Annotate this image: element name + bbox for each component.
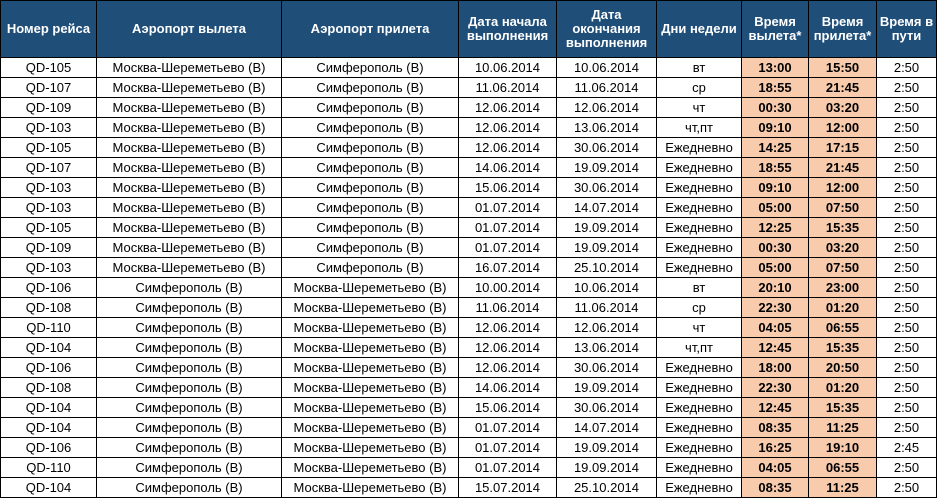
arrival-airport-cell: Симферополь (B) — [282, 158, 459, 178]
departure-time-cell: 20:10 — [742, 278, 809, 298]
arrival-airport-cell: Симферополь (B) — [282, 138, 459, 158]
header-weekdays: Дни недели — [657, 1, 742, 58]
table-row — [1, 98, 937, 118]
start-date-cell: 11.06.2014 — [459, 298, 557, 318]
table-row — [1, 438, 937, 458]
start-date-cell: 14.06.2014 — [459, 378, 557, 398]
weekdays-cell: вт — [657, 58, 742, 78]
end-date-cell: 25.10.2014 — [557, 478, 657, 498]
arrival-airport-cell: Симферополь (B) — [282, 258, 459, 278]
start-date-cell: 15.07.2014 — [459, 478, 557, 498]
weekdays-cell: Ежедневно — [657, 398, 742, 418]
arrival-airport-cell: Москва-Шереметьево (B) — [282, 318, 459, 338]
flight-number-cell: QD-104 — [1, 418, 97, 438]
end-date-cell: 19.09.2014 — [557, 158, 657, 178]
start-date-cell: 11.06.2014 — [459, 78, 557, 98]
end-date-cell: 19.09.2014 — [557, 238, 657, 258]
table-row — [1, 78, 937, 98]
arrival-airport-cell: Москва-Шереметьево (B) — [282, 278, 459, 298]
end-date-cell: 11.06.2014 — [557, 298, 657, 318]
travel-time-cell: 2:50 — [877, 158, 937, 178]
table-row — [1, 418, 937, 438]
departure-time-cell: 04:05 — [742, 318, 809, 338]
arrival-time-cell: 15:50 — [809, 58, 877, 78]
travel-time-cell: 2:50 — [877, 358, 937, 378]
travel-time-cell: 2:50 — [877, 118, 937, 138]
arrival-airport-cell: Москва-Шереметьево (B) — [282, 358, 459, 378]
departure-time-cell: 08:35 — [742, 478, 809, 498]
flight-number-cell: QD-109 — [1, 98, 97, 118]
flight-number-cell: QD-110 — [1, 458, 97, 478]
start-date-cell: 12.06.2014 — [459, 358, 557, 378]
arrival-airport-cell: Москва-Шереметьево (B) — [282, 378, 459, 398]
travel-time-cell: 2:50 — [877, 458, 937, 478]
travel-time-cell: 2:50 — [877, 258, 937, 278]
flight-number-cell: QD-106 — [1, 278, 97, 298]
arrival-time-cell: 07:50 — [809, 258, 877, 278]
start-date-cell: 10.00.2014 — [459, 278, 557, 298]
departure-airport-cell: Москва-Шереметьево (B) — [97, 158, 282, 178]
arrival-time-cell: 23:00 — [809, 278, 877, 298]
departure-airport-cell: Москва-Шереметьево (B) — [97, 198, 282, 218]
arrival-time-cell: 17:15 — [809, 138, 877, 158]
header-departure-airport: Аэропорт вылета — [97, 1, 282, 58]
departure-time-cell: 05:00 — [742, 258, 809, 278]
weekdays-cell: чт,пт — [657, 338, 742, 358]
table-row — [1, 158, 937, 178]
start-date-cell: 12.06.2014 — [459, 318, 557, 338]
table-row — [1, 278, 937, 298]
weekdays-cell: вт — [657, 278, 742, 298]
end-date-cell: 10.06.2014 — [557, 58, 657, 78]
flight-number-cell: QD-103 — [1, 118, 97, 138]
arrival-airport-cell: Москва-Шереметьево (B) — [282, 338, 459, 358]
start-date-cell: 01.07.2014 — [459, 238, 557, 258]
table-row — [1, 318, 937, 338]
arrival-time-cell: 07:50 — [809, 198, 877, 218]
start-date-cell: 14.06.2014 — [459, 158, 557, 178]
header-flight-number: Номер рейса — [1, 1, 97, 58]
departure-time-cell: 04:05 — [742, 458, 809, 478]
weekdays-cell: Ежедневно — [657, 138, 742, 158]
departure-time-cell: 12:45 — [742, 398, 809, 418]
departure-airport-cell: Москва-Шереметьево (B) — [97, 258, 282, 278]
start-date-cell: 01.07.2014 — [459, 418, 557, 438]
departure-time-cell: 09:10 — [742, 178, 809, 198]
arrival-time-cell: 06:55 — [809, 318, 877, 338]
travel-time-cell: 2:50 — [877, 378, 937, 398]
travel-time-cell: 2:50 — [877, 178, 937, 198]
end-date-cell: 30.06.2014 — [557, 358, 657, 378]
end-date-cell: 19.09.2014 — [557, 378, 657, 398]
table-row — [1, 218, 937, 238]
arrival-airport-cell: Москва-Шереметьево (B) — [282, 298, 459, 318]
arrival-time-cell: 03:20 — [809, 238, 877, 258]
table-row — [1, 398, 937, 418]
start-date-cell: 12.06.2014 — [459, 138, 557, 158]
end-date-cell: 30.06.2014 — [557, 138, 657, 158]
header-arrival-airport: Аэропорт прилета — [282, 1, 459, 58]
weekdays-cell: Ежедневно — [657, 238, 742, 258]
header-arrival-time: Время прилета* — [809, 1, 877, 58]
flight-number-cell: QD-108 — [1, 378, 97, 398]
travel-time-cell: 2:45 — [877, 438, 937, 458]
arrival-time-cell: 15:35 — [809, 338, 877, 358]
weekdays-cell: Ежедневно — [657, 198, 742, 218]
arrival-airport-cell: Симферополь (B) — [282, 218, 459, 238]
weekdays-cell: Ежедневно — [657, 418, 742, 438]
arrival-time-cell: 11:25 — [809, 418, 877, 438]
flight-number-cell: QD-103 — [1, 258, 97, 278]
weekdays-cell: ср — [657, 298, 742, 318]
departure-airport-cell: Москва-Шереметьево (B) — [97, 58, 282, 78]
travel-time-cell: 2:50 — [877, 338, 937, 358]
weekdays-cell: Ежедневно — [657, 478, 742, 498]
weekdays-cell: Ежедневно — [657, 458, 742, 478]
end-date-cell: 11.06.2014 — [557, 78, 657, 98]
travel-time-cell: 2:50 — [877, 58, 937, 78]
arrival-time-cell: 15:35 — [809, 218, 877, 238]
table-row — [1, 198, 937, 218]
departure-airport-cell: Симферополь (B) — [97, 298, 282, 318]
flight-number-cell: QD-105 — [1, 138, 97, 158]
start-date-cell: 10.06.2014 — [459, 58, 557, 78]
weekdays-cell: чт — [657, 318, 742, 338]
weekdays-cell: Ежедневно — [657, 438, 742, 458]
weekdays-cell: ср — [657, 78, 742, 98]
weekdays-cell: Ежедневно — [657, 158, 742, 178]
table-row — [1, 378, 937, 398]
weekdays-cell: Ежедневно — [657, 358, 742, 378]
arrival-airport-cell: Москва-Шереметьево (B) — [282, 458, 459, 478]
start-date-cell: 01.07.2014 — [459, 198, 557, 218]
header-row — [1, 1, 937, 58]
end-date-cell: 12.06.2014 — [557, 318, 657, 338]
departure-airport-cell: Симферополь (B) — [97, 318, 282, 338]
flight-number-cell: QD-109 — [1, 238, 97, 258]
header-start-date: Дата начала выполнения — [459, 1, 557, 58]
table-row — [1, 478, 937, 498]
weekdays-cell: чт — [657, 98, 742, 118]
table-row — [1, 298, 937, 318]
travel-time-cell: 2:50 — [877, 78, 937, 98]
travel-time-cell: 2:50 — [877, 198, 937, 218]
flight-number-cell: QD-103 — [1, 178, 97, 198]
travel-time-cell: 2:50 — [877, 298, 937, 318]
end-date-cell: 19.09.2014 — [557, 438, 657, 458]
departure-airport-cell: Симферополь (B) — [97, 278, 282, 298]
table-row — [1, 238, 937, 258]
departure-airport-cell: Москва-Шереметьево (B) — [97, 118, 282, 138]
departure-airport-cell: Москва-Шереметьево (B) — [97, 238, 282, 258]
end-date-cell: 14.07.2014 — [557, 418, 657, 438]
table-body — [1, 58, 937, 498]
arrival-time-cell: 01:20 — [809, 298, 877, 318]
arrival-airport-cell: Москва-Шереметьево (B) — [282, 418, 459, 438]
departure-airport-cell: Симферополь (B) — [97, 398, 282, 418]
arrival-airport-cell: Симферополь (B) — [282, 58, 459, 78]
arrival-time-cell: 01:20 — [809, 378, 877, 398]
end-date-cell: 13.06.2014 — [557, 118, 657, 138]
end-date-cell: 10.06.2014 — [557, 278, 657, 298]
header-end-date: Дата окончания выполнения — [557, 1, 657, 58]
arrival-airport-cell: Москва-Шереметьево (B) — [282, 398, 459, 418]
flight-number-cell: QD-110 — [1, 318, 97, 338]
end-date-cell: 14.07.2014 — [557, 198, 657, 218]
flight-number-cell: QD-106 — [1, 438, 97, 458]
departure-airport-cell: Симферополь (B) — [97, 438, 282, 458]
arrival-time-cell: 15:35 — [809, 398, 877, 418]
departure-airport-cell: Москва-Шереметьево (B) — [97, 98, 282, 118]
travel-time-cell: 2:50 — [877, 218, 937, 238]
departure-time-cell: 12:25 — [742, 218, 809, 238]
departure-time-cell: 13:00 — [742, 58, 809, 78]
departure-time-cell: 09:10 — [742, 118, 809, 138]
end-date-cell: 19.09.2014 — [557, 458, 657, 478]
arrival-time-cell: 11:25 — [809, 478, 877, 498]
flight-number-cell: QD-107 — [1, 158, 97, 178]
weekdays-cell: Ежедневно — [657, 178, 742, 198]
start-date-cell: 01.07.2014 — [459, 438, 557, 458]
flight-number-cell: QD-106 — [1, 358, 97, 378]
arrival-time-cell: 21:45 — [809, 78, 877, 98]
departure-time-cell: 18:55 — [742, 158, 809, 178]
weekdays-cell: Ежедневно — [657, 218, 742, 238]
departure-time-cell: 22:30 — [742, 298, 809, 318]
header-departure-time: Время вылета* — [742, 1, 809, 58]
travel-time-cell: 2:50 — [877, 318, 937, 338]
departure-airport-cell: Симферополь (B) — [97, 418, 282, 438]
arrival-airport-cell: Москва-Шереметьево (B) — [282, 478, 459, 498]
table-row — [1, 458, 937, 478]
end-date-cell: 13.06.2014 — [557, 338, 657, 358]
departure-time-cell: 08:35 — [742, 418, 809, 438]
departure-airport-cell: Москва-Шереметьево (B) — [97, 138, 282, 158]
arrival-time-cell: 12:00 — [809, 178, 877, 198]
start-date-cell: 01.07.2014 — [459, 458, 557, 478]
arrival-airport-cell: Симферополь (B) — [282, 198, 459, 218]
departure-airport-cell: Москва-Шереметьево (B) — [97, 178, 282, 198]
table-row — [1, 358, 937, 378]
arrival-airport-cell: Симферополь (B) — [282, 238, 459, 258]
end-date-cell: 25.10.2014 — [557, 258, 657, 278]
arrival-airport-cell: Симферополь (B) — [282, 178, 459, 198]
departure-time-cell: 16:25 — [742, 438, 809, 458]
weekdays-cell: Ежедневно — [657, 378, 742, 398]
arrival-time-cell: 03:20 — [809, 98, 877, 118]
departure-airport-cell: Симферополь (B) — [97, 378, 282, 398]
departure-airport-cell: Симферополь (B) — [97, 338, 282, 358]
table-row — [1, 118, 937, 138]
table-row — [1, 138, 937, 158]
start-date-cell: 15.06.2014 — [459, 178, 557, 198]
arrival-time-cell: 12:00 — [809, 118, 877, 138]
start-date-cell: 12.06.2014 — [459, 338, 557, 358]
start-date-cell: 15.06.2014 — [459, 398, 557, 418]
arrival-time-cell: 20:50 — [809, 358, 877, 378]
travel-time-cell: 2:50 — [877, 398, 937, 418]
flight-number-cell: QD-104 — [1, 478, 97, 498]
arrival-airport-cell: Симферополь (B) — [282, 98, 459, 118]
arrival-airport-cell: Симферополь (B) — [282, 118, 459, 138]
travel-time-cell: 2:50 — [877, 278, 937, 298]
travel-time-cell: 2:50 — [877, 238, 937, 258]
arrival-airport-cell: Москва-Шереметьево (B) — [282, 438, 459, 458]
flight-number-cell: QD-104 — [1, 398, 97, 418]
start-date-cell: 16.07.2014 — [459, 258, 557, 278]
departure-time-cell: 00:30 — [742, 98, 809, 118]
travel-time-cell: 2:50 — [877, 98, 937, 118]
departure-airport-cell: Симферополь (B) — [97, 358, 282, 378]
start-date-cell: 01.07.2014 — [459, 218, 557, 238]
flight-number-cell: QD-104 — [1, 338, 97, 358]
table-row — [1, 258, 937, 278]
departure-airport-cell: Москва-Шереметьево (B) — [97, 78, 282, 98]
end-date-cell: 19.09.2014 — [557, 218, 657, 238]
end-date-cell: 30.06.2014 — [557, 178, 657, 198]
flight-number-cell: QD-105 — [1, 218, 97, 238]
end-date-cell: 30.06.2014 — [557, 398, 657, 418]
arrival-time-cell: 19:10 — [809, 438, 877, 458]
travel-time-cell: 2:50 — [877, 478, 937, 498]
flight-number-cell: QD-105 — [1, 58, 97, 78]
arrival-airport-cell: Симферополь (B) — [282, 78, 459, 98]
departure-time-cell: 12:45 — [742, 338, 809, 358]
header-travel-time: Время в пути — [877, 1, 937, 58]
travel-time-cell: 2:50 — [877, 418, 937, 438]
arrival-time-cell: 21:45 — [809, 158, 877, 178]
departure-time-cell: 22:30 — [742, 378, 809, 398]
table-row — [1, 58, 937, 78]
weekdays-cell: Ежедневно — [657, 258, 742, 278]
start-date-cell: 12.06.2014 — [459, 98, 557, 118]
departure-time-cell: 14:25 — [742, 138, 809, 158]
departure-time-cell: 00:30 — [742, 238, 809, 258]
table-row — [1, 338, 937, 358]
departure-time-cell: 18:00 — [742, 358, 809, 378]
weekdays-cell: чт,пт — [657, 118, 742, 138]
flight-number-cell: QD-108 — [1, 298, 97, 318]
table-row — [1, 178, 937, 198]
flight-number-cell: QD-103 — [1, 198, 97, 218]
departure-airport-cell: Симферополь (B) — [97, 478, 282, 498]
departure-time-cell: 05:00 — [742, 198, 809, 218]
departure-airport-cell: Москва-Шереметьево (B) — [97, 218, 282, 238]
arrival-time-cell: 06:55 — [809, 458, 877, 478]
end-date-cell: 12.06.2014 — [557, 98, 657, 118]
departure-time-cell: 18:55 — [742, 78, 809, 98]
flight-number-cell: QD-107 — [1, 78, 97, 98]
travel-time-cell: 2:50 — [877, 138, 937, 158]
start-date-cell: 12.06.2014 — [459, 118, 557, 138]
departure-airport-cell: Симферополь (B) — [97, 458, 282, 478]
